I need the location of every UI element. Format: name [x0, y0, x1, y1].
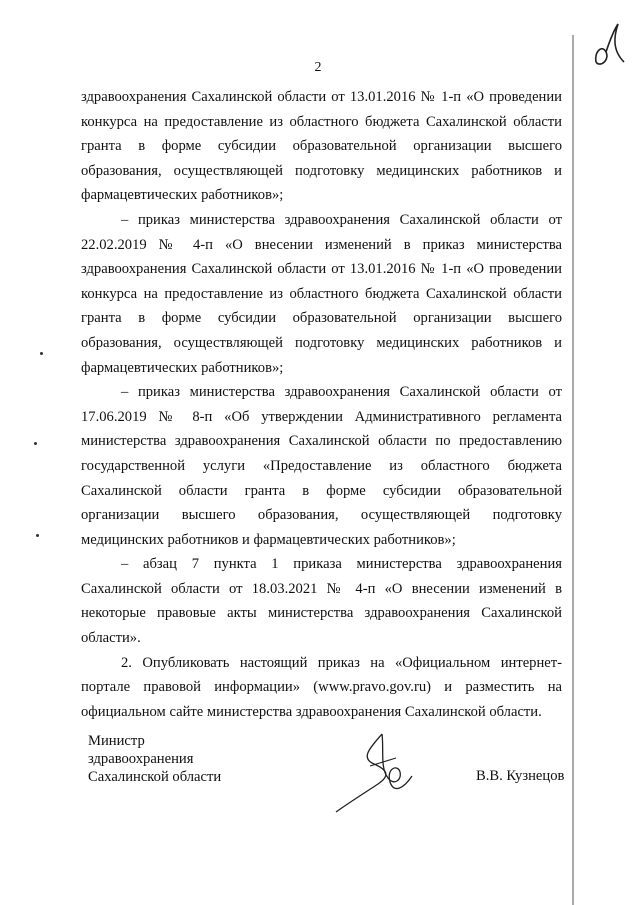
handwritten-signature	[330, 728, 420, 818]
signatory-position	[88, 732, 221, 786]
document-body	[81, 85, 562, 724]
signatory-position-line: Министр	[88, 733, 145, 749]
signatory-position-line: Сахалинской области	[88, 769, 222, 785]
paragraph: – абзац 7 пункта 1 приказа министерства здравоохранения Сахалинской области от 18.03.2021 № 4-п «О внесении изменений в некоторые правовые акты министерства здравоохранения Сахалинской области».	[81, 556, 562, 647]
page-number: 2	[314, 60, 322, 75]
signatory-position-line: здравоохранения	[88, 751, 194, 767]
paragraph: 2. Опубликовать настоящий приказ на «Официальном интернет-портале правовой информации» (www.pravo.gov.ru) и разместить на официальном сайте министерства здравоохранения Сахалинской области.	[81, 654, 562, 720]
paragraph: – приказ министерства здравоохранения Сахалинской области от 17.06.2019 № 8-п «Об утверждении Административного регламента министерства здравоохранения Сахалинской области по предоставлению государственной услуги «Предоставление из областного бюджета Сахалинской области гранта в форме субсидии образовательной организации высшего образования, осуществляющей подготовку медицинских работников и фармацевтических работников»;	[81, 384, 562, 548]
signatory-name: В.В. Кузнецов	[476, 768, 565, 784]
paragraph: здравоохранения Сахалинской области от 13.01.2016 № 1-п «О проведении конкурса на предоставление из областного бюджета Сахалинской области гранта в форме субсидии образовательной организации высшего образования, осуществляющей подготовку медицинских работников и фармацевтических работников»;	[81, 89, 562, 204]
scan-edge-line	[572, 35, 574, 905]
handwritten-page-mark	[588, 18, 628, 73]
paragraph: – приказ министерства здравоохранения Сахалинской области от 22.02.2019 № 4-п «О внесении изменений в приказ министерства здравоохранения Сахалинской области от 13.01.2016 № 1-п «О проведении конкурса на предоставление из областного бюджета Сахалинской области гранта в форме субсидии образовательной организации высшего образования, осуществляющей подготовку медицинских работников и фармацевтических работников»;	[81, 211, 562, 376]
scan-speck	[40, 352, 43, 355]
scan-speck	[36, 534, 39, 537]
scan-speck	[34, 442, 37, 445]
